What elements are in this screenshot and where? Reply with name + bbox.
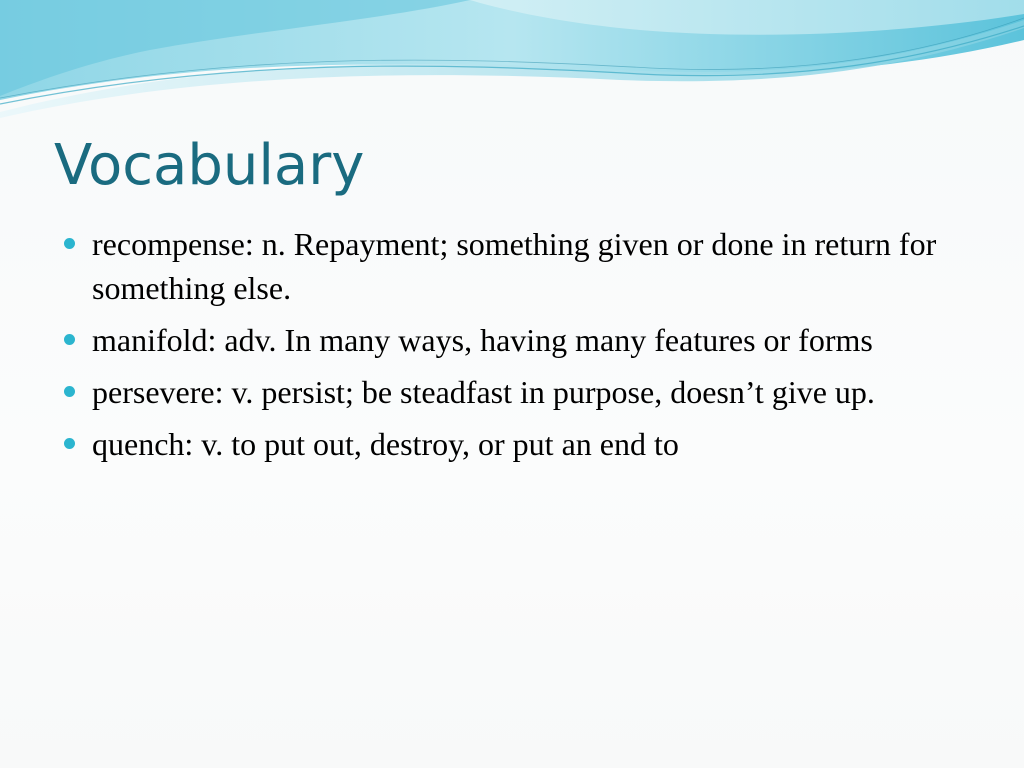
bullet-text: quench: v. to put out, destroy, or put an end to bbox=[92, 426, 679, 462]
list-item bbox=[62, 370, 982, 414]
round-bullet-icon bbox=[64, 238, 75, 249]
round-bullet-icon bbox=[64, 386, 75, 397]
bullet-text: recompense: n. Repayment; something given or done in return for something else. bbox=[92, 226, 937, 306]
round-bullet-icon bbox=[64, 438, 75, 449]
list-item bbox=[62, 222, 982, 310]
list-item bbox=[62, 318, 982, 362]
slide-title: Vocabulary bbox=[54, 133, 365, 198]
bullet-text: persevere: v. persist; be steadfast in purpose, doesn’t give up. bbox=[92, 374, 875, 410]
list-item bbox=[62, 422, 982, 466]
header-wave-decoration bbox=[0, 0, 1024, 130]
bullet-text: manifold: adv. In many ways, having many features or forms bbox=[92, 322, 873, 358]
round-bullet-icon bbox=[64, 334, 75, 345]
bullet-list bbox=[62, 222, 982, 474]
